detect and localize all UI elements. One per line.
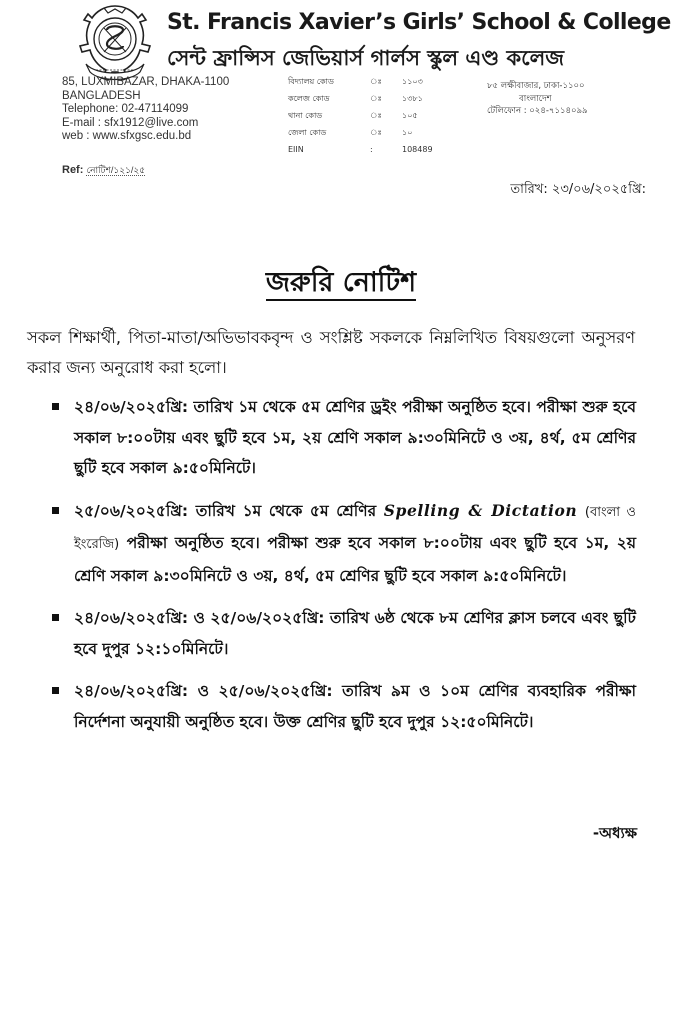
code-row: [288, 76, 433, 93]
address-line: BANGLADESH: [62, 89, 141, 102]
square-bullet-icon: [52, 507, 59, 514]
code-value: ১৩৮১: [402, 94, 423, 103]
address-line: 85, LUXMIBAZAR, DHAKA-1100: [62, 76, 230, 88]
list-item: [52, 392, 636, 484]
ref-label: Ref:: [62, 164, 84, 176]
website-line: web : www.sfxgsc.edu.bd: [62, 130, 192, 142]
signature-principal: -অধ্যক্ষ: [592, 824, 637, 842]
code-row: [288, 127, 433, 144]
code-value: ১০৫: [402, 111, 418, 120]
code-value: ১১০৩: [402, 77, 423, 86]
code-row: [288, 144, 433, 159]
address-line: বাংলাদেশ: [519, 93, 552, 104]
list-item-text-english: Spelling & Dictation: [383, 500, 578, 520]
code-separator: ঃ: [370, 77, 382, 86]
telephone-line: টেলিফোন : ০২৪-৭১১৪০৯৯: [487, 106, 588, 116]
notice-date: তারিখ: ২৩/০৬/২০২৫খ্রি:: [510, 182, 646, 197]
ref-value: নোটিশ/১২১/২৫: [86, 165, 146, 175]
code-value: ১০: [402, 128, 413, 137]
address-line: ৮৫ লক্ষীবাজার, ঢাকা-১১০০: [487, 81, 585, 91]
list-item-text-post: পরীক্ষা অনুষ্ঠিত হবে। পরীক্ষা শুরু হবে সকাল ৮:০০টায় এবং ছুটি হবে ১ম, ২য় শ্রেণি সকাল ৯:৩০মিনিটে ও ৩য়, ৪র্থ, ৫ম শ্রেণির ছুটি হবে সকাল ৯:৫০মিনিটে।: [74, 534, 636, 585]
code-row: [288, 110, 433, 127]
code-label: কলেজ কোড: [288, 94, 330, 103]
code-label: বিদ্যালয় কোড: [288, 77, 334, 86]
code-label: EIIN: [288, 145, 304, 154]
code-label: থানা কোড: [288, 111, 323, 120]
address-english: [62, 76, 229, 144]
code-separator: ঃ: [370, 94, 382, 103]
list-item-text: ২৪/০৬/২০২৫খ্রি: ও ২৫/০৬/২০২৫খ্রি: তারিখ ৯ম ও ১০ম শ্রেণির ব্যবহারিক পরীক্ষা নির্দেশনা অনুযায়ী অনুষ্ঠিত হবে। উক্ত শ্রেণির ছুটি হবে দুপুর ১২:৫০মিনিটে।: [74, 682, 636, 731]
list-item: [52, 603, 636, 664]
school-name-english: St. Francis Xavier’s Girls’ School & College: [167, 10, 671, 35]
code-label: জেলা কোড: [288, 128, 327, 137]
code-separator: :: [370, 145, 373, 154]
code-row: [288, 93, 433, 110]
school-crest-logo: [74, 4, 156, 86]
list-item-text-paren: (বাংলা ও ইংরেজি): [74, 504, 636, 552]
square-bullet-icon: [52, 614, 59, 621]
list-item: [52, 496, 636, 592]
notice-title: [0, 262, 682, 307]
list-item-text: ২৪/০৬/২০২৫খ্রি: তারিখ ১ম থেকে ৫ম শ্রেণির ড্রইং পরীক্ষা অনুষ্ঠিত হবে। পরীক্ষা শুরু হবে সকাল ৮:০০টায় এবং ছুটি হবে ১ম, ২য় শ্রেণি সকাল ৯:৩০মিনিটে ও ৩য়, ৪র্থ, ৫ম শ্রেণির ছুটি হবে সকাল ৯:৫০মিনিটে।: [74, 398, 636, 477]
square-bullet-icon: [52, 403, 59, 410]
notice-intro: সকল শিক্ষার্থী, পিতা-মাতা/অভিভাবকবৃন্দ ও সংশ্লিষ্ট সকলকে নিম্নলিখিত বিষয়গুলো অনুসরণ করার জন্য অনুরোধ করা হলো।: [27, 328, 635, 377]
institution-codes: [288, 76, 433, 159]
code-value: 108489: [402, 145, 433, 154]
email-line: E-mail : sfx1912@live.com: [62, 116, 199, 129]
telephone-line: Telephone: 02-47114099: [62, 103, 189, 115]
list-item-text-pre: ২৫/০৬/২০২৫খ্রি: তারিখ ১ম থেকে ৫ম শ্রেণির: [74, 501, 384, 520]
address-bangla: [487, 80, 588, 118]
list-item: [52, 676, 636, 737]
code-separator: ঃ: [370, 111, 382, 120]
notice-items: [52, 392, 636, 749]
code-separator: ঃ: [370, 128, 382, 137]
school-name-bangla: সেন্ট ফ্রান্সিস জেভিয়ার্স গার্লস স্কুল এণ্ড কলেজ: [167, 46, 565, 70]
notice-title-text: জরুরি নোটিশ: [266, 267, 416, 301]
list-item-text: ২৪/০৬/২০২৫খ্রি: ও ২৫/০৬/২০২৫খ্রি: তারিখ ৬ষ্ঠ থেকে ৮ম শ্রেণির ক্লাস চলবে এবং ছুটি হবে দুপুর ১২:১০মিনিটে।: [74, 609, 636, 658]
reference-number: [62, 163, 145, 178]
square-bullet-icon: [52, 687, 59, 694]
